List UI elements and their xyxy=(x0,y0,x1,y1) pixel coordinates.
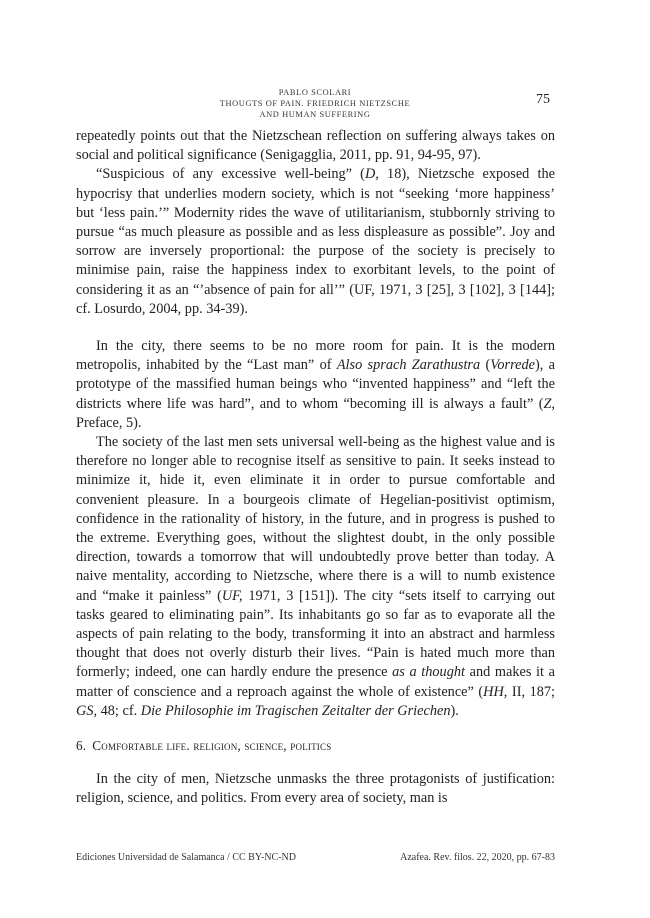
paragraph-gap xyxy=(76,319,555,337)
section-number: 6. xyxy=(76,738,87,753)
paragraph-3: In the city, there seems to be no more room for pain. It is the modern metropolis, inhabited by the “Last man” of Also sprach Zarathustra (Vorrede), a prototype of the massified human beings who “invented happiness” and “left the districts where life was hard”, and to whom “becoming ill is always a fault” (Z, Preface, 5). xyxy=(76,338,555,431)
body-text xyxy=(76,127,555,721)
body-text-continued xyxy=(76,770,555,808)
running-head xyxy=(160,87,470,120)
footer-publisher: Ediciones Universidad de Salamanca / CC BY-NC-ND xyxy=(76,852,296,863)
running-head-title-line2: AND HUMAN SUFFERING xyxy=(259,110,371,119)
section-heading xyxy=(76,736,555,755)
paragraph-4: The society of the last men sets universal well-being as the highest value and is therefore no longer able to recognise itself as sensitive to pain. It seeks instead to minimize it, hide it, even eliminate it in order to pursue comfortable and convenient pleasure. In a bourgeois climate of Hegelian-positivist optimism, confidence in the rationality of history, in the future, and in progress is pushed to the extreme. Everything goes, without the slightest doubt, in the only possible direction, towards a tomorrow that will undoubtedly prove better than today. A naive mentality, according to Nietzsche, where there is a will to numb existence and “make it painless” (UF, 1971, 3 [151]). The city “sets itself to carrying out tasks geared to eliminating pain”. Its inhabitants go so far as to evaporate all the aspects of pain relating to the body, transforming it into an abstract and harmless thought that does not overly disturb their lives. “Pain is hated much more than formerly; indeed, one can hardly endure the presence as a thought and makes it a matter of conscience and a reproach against the whole of existence” (HH, II, 187; GS, 48; cf. Die Philosophie im Tragischen Zeitalter der Griechen). xyxy=(76,434,556,719)
footer-citation: Azafea. Rev. filos. 22, 2020, pp. 67-83 xyxy=(400,852,555,863)
running-head-author: PABLO SCOLARI xyxy=(278,88,352,97)
running-head-title-line1: THOUGTS OF PAIN. FRIEDRICH NIETZSCHE xyxy=(219,99,411,108)
page-number: 75 xyxy=(536,92,550,107)
paragraph-1: repeatedly points out that the Nietzschean reflection on suffering always takes on social and political significance (Senigagglia, 2011, pp. 91, 94-95, 97). xyxy=(76,128,555,164)
section-title: Comfortable life. religion, science, politics xyxy=(92,738,332,753)
paragraph-2: “Suspicious of any excessive well-being” (D, 18), Nietzsche exposed the hypocrisy that underlies modern society, which is not “seeking ‘more happiness’ but ‘less pain.’” Modernity rides the wave of utilitarianism, stubbornly striving to pursue “as much pleasure as possible and as less displeasure as possible”. Joy and sorrow are inversely proportional: the purpose of the society is precisely to minimise pain, raise the happiness index to exorbitant levels, to the point of considering it as an “’absence of pain for all’” (UF, 1971, 3 [25], 3 [102], 3 [144]; cf. Losurdo, 2004, pp. 34-39). xyxy=(76,166,555,317)
paragraph-5: In the city of men, Nietzsche unmasks the three protagonists of justification: religion, science, and politics. From every area of society, man is xyxy=(76,771,555,807)
